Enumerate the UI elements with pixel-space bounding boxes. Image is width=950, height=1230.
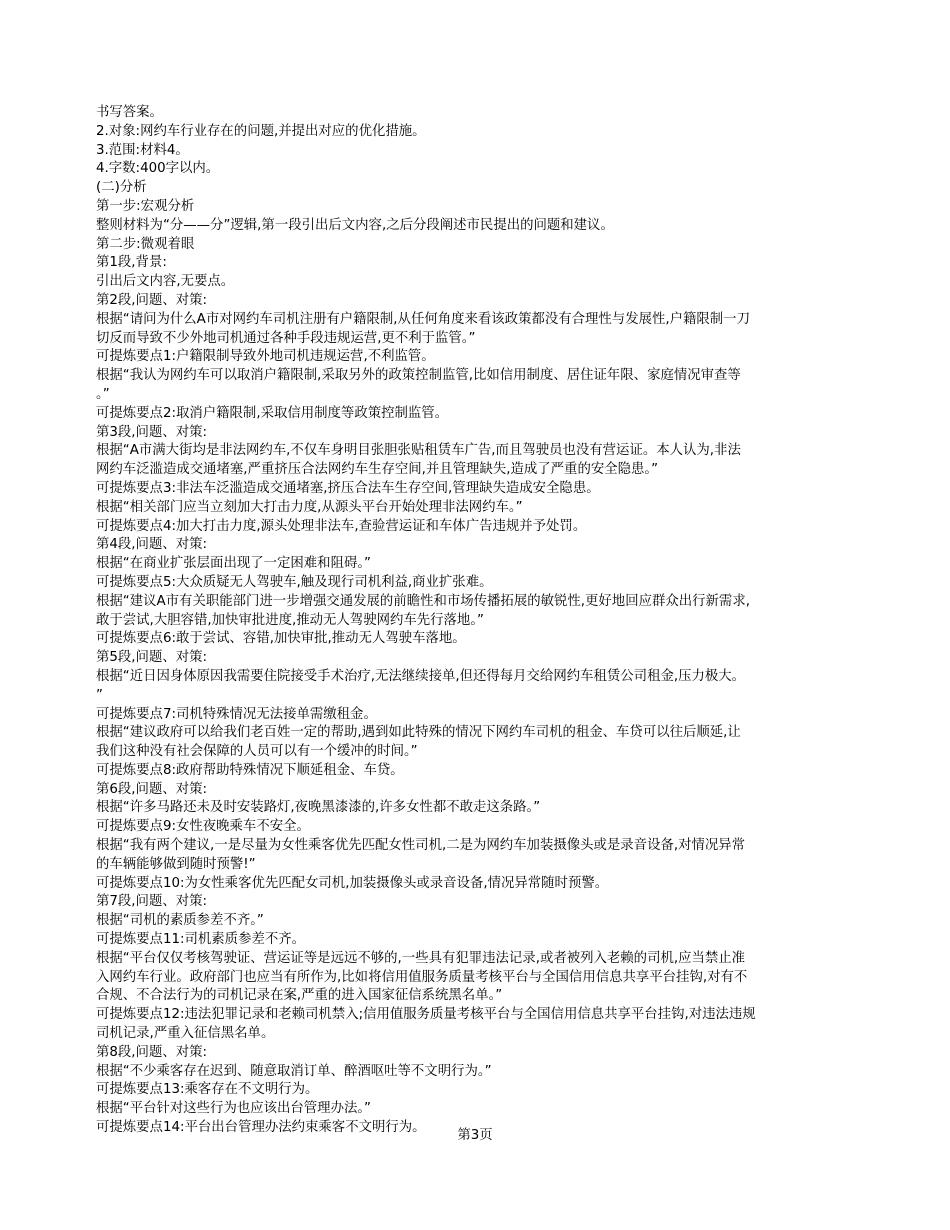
- text-line: 根据“平台仅仅考核驾驶证、营运证等是远远不够的,一些具有犯罪违法记录,或者被列入老赖的司机,应当禁止准: [96, 950, 746, 966]
- text-line: 书写答案。: [96, 105, 163, 120]
- text-line: 第1段,背景:: [96, 255, 167, 271]
- text-line: 网约车泛滥造成交通堵塞,严重挤压合法网约车生存空间,并且管理缺失,造成了严重的安全隐患。”: [96, 462, 659, 478]
- text-line: 根据“建议A市有关职能部门进一步增强交通发展的前瞻性和市场传播拓展的敏锐性,更好地回应群众出行新需求,: [96, 593, 750, 609]
- text-line: 根据“在商业扩张层面出现了一定困难和阻碍。”: [96, 556, 371, 572]
- text-line: (二)分析: [96, 180, 147, 196]
- text-line: 根据“近日因身体原因我需要住院接受手术治疗,无法继续接单,但还得每月交给网约车租赁公司租金,压力极大。: [96, 668, 746, 684]
- text-line: 第一步:宏观分析: [96, 198, 195, 214]
- text-line: 第7段,问题、对策:: [96, 894, 208, 910]
- text-line: 入网约车行业。政府部门也应当有所作为,比如将信用值服务质量考核平台与全国信用信息共享平台挂钩,对有不: [96, 969, 748, 985]
- text-line: 可提炼要点13:乘客存在不文明行为。: [96, 1082, 319, 1098]
- text-line: 根据“A市满大街均是非法网约车,不仅车身明目张胆张贴租赁车广告,而且驾驶员也没有营运证。本人认为,非法: [96, 443, 741, 459]
- text-line: 第2段,问题、对策:: [96, 292, 208, 308]
- text-line: 司机记录,严重入征信黑名单。: [96, 1026, 275, 1042]
- text-line: 4.字数:400字以内。: [96, 161, 220, 177]
- text-line: 可提炼要点12:违法犯罪记录和老赖司机禁入;信用值服务质量考核平台与全国信用信息共享平台挂钩,对违法违规: [96, 1007, 756, 1023]
- text-line: 根据“不少乘客存在迟到、随意取消订单、醉酒呕吐等不文明行为。”: [96, 1063, 492, 1079]
- text-line: 第5段,问题、对策:: [96, 650, 208, 666]
- text-line: 敢于尝试,大胆容错,加快审批进度,推动无人驾驶网约车先行落地。”: [96, 612, 484, 628]
- text-line: 可提炼要点1:户籍限制导致外地司机违规运营,不利监管。: [96, 349, 435, 365]
- text-line: 可提炼要点7:司机特殊情况无法接单需缴租金。: [96, 706, 377, 722]
- text-line: 3.范围:材料4。: [96, 142, 189, 158]
- text-line: ”: [96, 687, 103, 703]
- text-line: 的车辆能够做到随时预警!”: [96, 856, 256, 872]
- text-line: 可提炼要点3:非法车泛滥造成交通堵塞,挤压合法车生存空间,管理缺失造成安全隐患。: [96, 480, 600, 496]
- text-line: 2.对象:网约车行业存在的问题,并提出对应的优化措施。: [96, 123, 426, 139]
- text-line: 可提炼要点2:取消户籍限制,采取信用制度等政策控制监管。: [96, 405, 449, 421]
- text-line: 可提炼要点11:司机素质参差不齐。: [96, 932, 306, 948]
- text-line: 引出后文内容,无要点。: [96, 274, 235, 290]
- text-line: 根据“建议政府可以给我们老百姓一定的帮助,遇到如此特殊的情况下网约车司机的租金、车贷可以往后顺延,让: [96, 725, 741, 741]
- text-line: 我们这种没有社会保障的人员可以有一个缓冲的时间。”: [96, 744, 418, 760]
- text-line: 根据“我认为网约车可以取消户籍限制,采取另外的政策控制监管,比如信用制度、居住证年限、家庭情况审查等: [96, 368, 741, 384]
- text-line: 可提炼要点5:大众质疑无人驾驶车,触及现行司机利益,商业扩张难。: [96, 574, 493, 590]
- page-number: 第3页: [457, 1128, 493, 1143]
- text-line: 可提炼要点4:加大打击力度,源头处理非法车,查验营运证和车体广告违规并予处罚。: [96, 518, 587, 534]
- text-line: 。”: [96, 386, 110, 402]
- text-line: 可提炼要点10:为女性乘客优先匹配女司机,加装摄像头或录音设备,情况异常随时预警。: [96, 875, 609, 891]
- text-line: 根据“请问为什么A市对网约车司机注册有户籍限制,从任何角度来看该政策都没有合理性与发展性,户籍限制一刀: [96, 311, 750, 327]
- text-line: 切反而导致不少外地司机通过各种手段违规运营,更不利于监管。”: [96, 330, 476, 346]
- text-line: 第6段,问题、对策:: [96, 781, 208, 797]
- text-line: 合规、不合法行为的司机记录在案,严重的进入国家征信系统黑名单。”: [96, 988, 503, 1004]
- text-line: 第二步:微观着眼: [96, 236, 195, 252]
- text-line: 根据“司机的素质参差不齐。”: [96, 913, 264, 929]
- text-line: 根据“相关部门应当立刻加大打击力度,从源头平台开始处理非法网约车。”: [96, 499, 523, 515]
- text-line: 第8段,问题、对策:: [96, 1044, 208, 1060]
- text-line: 可提炼要点6:敢于尝试、容错,加快审批,推动无人驾驶车落地。: [96, 631, 466, 647]
- text-line: 第4段,问题、对策:: [96, 537, 208, 553]
- text-line: 可提炼要点8:政府帮助特殊情况下顺延租金、车贷。: [96, 762, 404, 778]
- text-line: 根据“许多马路还未及时安装路灯,夜晚黑漆漆的,许多女性都不敢走这条路。”: [96, 800, 541, 816]
- text-line: 可提炼要点14:平台出台管理办法约束乘客不文明行为。: [96, 1120, 426, 1136]
- text-line: 整则材料为“分——分”逻辑,第一段引出后文内容,之后分段阐述市民提出的问题和建议。: [96, 217, 614, 233]
- text-line: 根据“我有两个建议,一是尽量为女性乘客优先匹配女性司机,二是为网约车加装摄像头或是录音设备,对情况异常: [96, 838, 746, 854]
- document-body: [96, 104, 866, 1138]
- text-line: 根据“平台针对这些行为也应该出台管理办法。”: [96, 1101, 371, 1117]
- text-line: 可提炼要点9:女性夜晚乘车不安全。: [96, 819, 310, 835]
- text-line: 第3段,问题、对策:: [96, 424, 208, 440]
